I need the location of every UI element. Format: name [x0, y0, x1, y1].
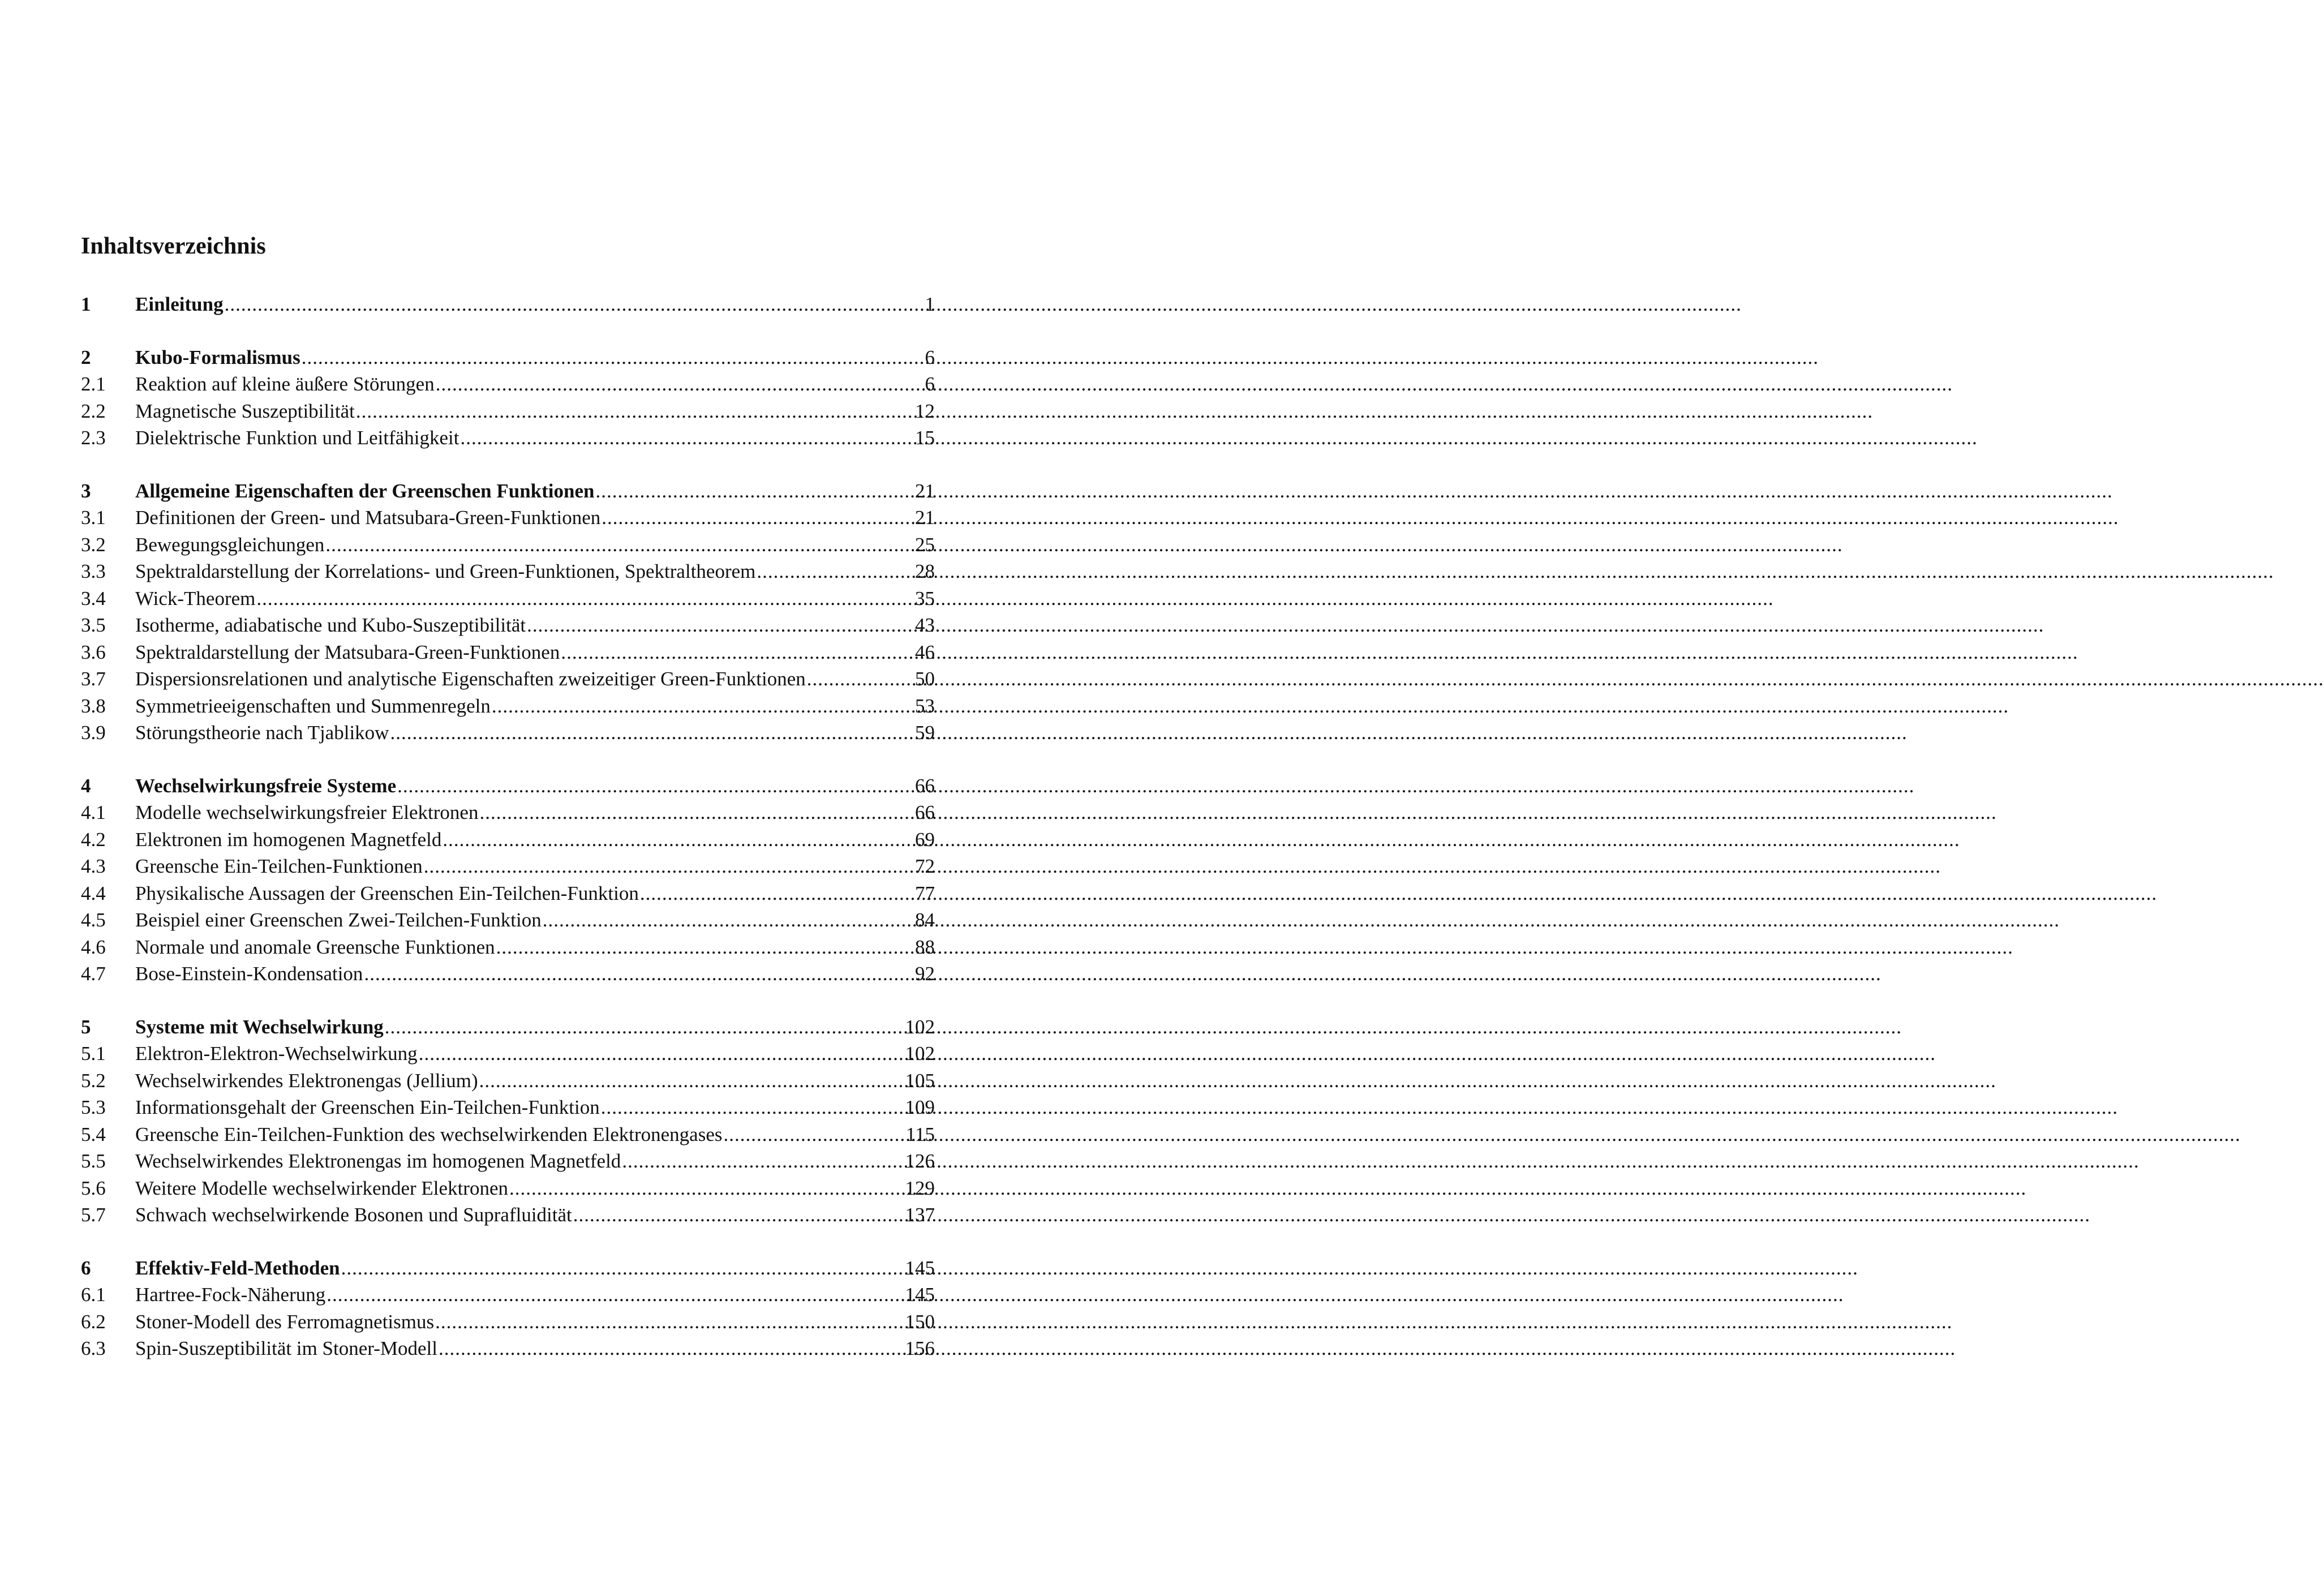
- toc-entry-page-number: 66: [915, 801, 935, 823]
- toc-entry-number: 4.1: [81, 801, 106, 823]
- toc-entry-page-number: 21: [915, 507, 935, 529]
- toc-dot-leader: [479, 799, 914, 826]
- toc-entry-title: Greensche Ein-Teilchen-Funktionen: [135, 855, 423, 877]
- toc-chapter-block: [81, 478, 935, 746]
- toc-entry-number: 4.5: [81, 909, 106, 931]
- toc-entry-number: 4.2: [81, 828, 106, 851]
- toc-dot-leader: [496, 934, 914, 961]
- toc-entry-title: Dielektrische Funktion und Leitfähigkeit: [135, 427, 459, 449]
- toc-section-entry[interactable]: [81, 666, 935, 693]
- toc-entry-page-number: 69: [915, 828, 935, 851]
- toc-entry-number: 6.3: [81, 1337, 106, 1359]
- toc-entry-title: Bose-Einstein-Kondensation: [135, 963, 363, 985]
- toc-dot-leader: [325, 531, 914, 559]
- toc-entry-title: Greensche Ein-Teilchen-Funktion des wechselwirkenden Elektronengases: [135, 1123, 723, 1145]
- toc-entry-title: Wick-Theorem: [135, 587, 256, 610]
- toc-section-entry[interactable]: [81, 371, 935, 398]
- toc-section-entry[interactable]: [81, 880, 935, 907]
- toc-entry-title: Reaktion auf kleine äußere Störungen: [135, 373, 435, 395]
- toc-dot-leader: [256, 585, 914, 612]
- toc-chapter-entry[interactable]: [81, 773, 935, 800]
- toc-entry-page-number: 92: [915, 963, 935, 985]
- toc-section-entry[interactable]: [81, 960, 935, 988]
- toc-entry-page-number: 6: [925, 346, 935, 368]
- toc-section-entry[interactable]: [81, 1308, 935, 1336]
- toc-dot-leader: [807, 666, 914, 693]
- toc-entry-number: 4.7: [81, 963, 106, 985]
- toc-section-entry[interactable]: [81, 531, 935, 559]
- toc-entry-page-number: 1: [925, 293, 935, 315]
- toc-section-entry[interactable]: [81, 1148, 935, 1175]
- toc-entry-number: 5.5: [81, 1150, 106, 1172]
- toc-entry-number: 2: [81, 346, 91, 368]
- toc-entry-title: Modelle wechselwirkungsfreier Elektronen: [135, 801, 479, 823]
- toc-chapter-block: [81, 773, 935, 988]
- toc-section-entry[interactable]: [81, 693, 935, 720]
- toc-chapter-entry[interactable]: [81, 1014, 935, 1041]
- toc-entry-title: Wechselwirkungsfreie Systeme: [135, 774, 397, 797]
- toc-entry-page-number: 102: [905, 1015, 935, 1038]
- toc-entry-title: Spin-Suszeptibilität im Stoner-Modell: [135, 1337, 437, 1359]
- toc-entry-title: Störungstheorie nach Tjablikow: [135, 722, 389, 744]
- toc-entry-number: 6.2: [81, 1310, 106, 1333]
- toc-entry-page-number: 102: [905, 1042, 935, 1065]
- toc-entry-page-number: 77: [915, 882, 935, 904]
- toc-entry-number: 3.4: [81, 587, 106, 610]
- toc-chapter-block: [81, 291, 935, 318]
- toc-entry-page-number: 50: [915, 668, 935, 690]
- toc-section-entry[interactable]: [81, 1175, 935, 1202]
- toc-entry-title: Weitere Modelle wechselwirkender Elektronen: [135, 1177, 508, 1199]
- toc-entry-number: 4.4: [81, 882, 106, 904]
- toc-section-entry[interactable]: [81, 1201, 935, 1229]
- toc-dot-leader: [225, 291, 924, 318]
- toc-entry-title: Systeme mit Wechselwirkung: [135, 1015, 384, 1038]
- toc-dot-leader: [327, 1281, 904, 1308]
- toc-entry-number: 4.6: [81, 936, 106, 958]
- toc-dot-leader: [439, 1335, 904, 1362]
- toc-entry-title: Physikalische Aussagen der Greenschen Ein-Teilchen-Funktion: [135, 882, 639, 904]
- toc-entry-page-number: 145: [905, 1256, 935, 1279]
- toc-entry-page-number: 109: [905, 1096, 935, 1118]
- toc-dot-leader: [601, 1094, 904, 1121]
- toc-entry-page-number: 84: [915, 909, 935, 931]
- toc-entry-page-number: 88: [915, 936, 935, 958]
- page-title: Inhaltsverzeichnis: [81, 233, 266, 259]
- toc-entry-page-number: 28: [915, 560, 935, 582]
- table-of-contents: [81, 291, 935, 1388]
- toc-entry-title: Stoner-Modell des Ferromagnetismus: [135, 1310, 435, 1333]
- toc-entry-title: Schwach wechselwirkende Bosonen und Suprafluidität: [135, 1204, 572, 1226]
- toc-dot-leader: [640, 880, 914, 907]
- toc-dot-leader: [385, 1014, 904, 1041]
- toc-section-entry[interactable]: [81, 1094, 935, 1121]
- toc-entry-number: 3.1: [81, 507, 106, 529]
- toc-entry-number: 3.2: [81, 533, 106, 556]
- toc-entry-number: 5: [81, 1015, 91, 1038]
- toc-chapter-entry[interactable]: [81, 1255, 935, 1282]
- toc-section-entry[interactable]: [81, 1121, 935, 1148]
- toc-entry-title: Spektraldarstellung der Matsubara-Green-Funktionen: [135, 641, 560, 663]
- toc-dot-leader: [622, 1148, 904, 1175]
- toc-entry-number: 3.5: [81, 614, 106, 636]
- toc-entry-number: 6: [81, 1256, 91, 1279]
- toc-section-entry[interactable]: [81, 1040, 935, 1067]
- toc-entry-title: Kubo-Formalismus: [135, 346, 300, 368]
- toc-entry-title: Wechselwirkendes Elektronengas im homogenen Magnetfeld: [135, 1150, 621, 1172]
- toc-dot-leader: [419, 1040, 904, 1067]
- toc-entry-title: Einleitung: [135, 293, 224, 315]
- toc-entry-page-number: 145: [905, 1284, 935, 1306]
- toc-entry-number: 3.7: [81, 668, 106, 690]
- toc-entry-number: 6.1: [81, 1284, 106, 1306]
- toc-dot-leader: [397, 773, 914, 800]
- toc-entry-title: Definitionen der Green- und Matsubara-Green-Funktionen: [135, 507, 601, 529]
- toc-entry-title: Isotherme, adiabatische und Kubo-Suszeptibilität: [135, 614, 526, 636]
- toc-entry-number: 5.4: [81, 1123, 106, 1145]
- toc-entry-number: 5.6: [81, 1177, 106, 1199]
- toc-entry-number: 5.1: [81, 1042, 106, 1065]
- toc-entry-number: 3: [81, 479, 91, 502]
- toc-entry-page-number: 156: [905, 1337, 935, 1359]
- toc-entry-page-number: 12: [915, 400, 935, 422]
- toc-entry-page-number: 6: [925, 373, 935, 395]
- toc-dot-leader: [561, 639, 914, 666]
- toc-entry-page-number: 21: [915, 479, 935, 502]
- toc-entry-title: Bewegungsgleichungen: [135, 533, 325, 556]
- toc-entry-number: 3.3: [81, 560, 106, 582]
- toc-section-entry[interactable]: [81, 853, 935, 880]
- toc-dot-leader: [602, 504, 914, 531]
- toc-entry-number: 5.3: [81, 1096, 106, 1118]
- toc-entry-number: 5.2: [81, 1069, 106, 1092]
- toc-dot-leader: [479, 1067, 904, 1095]
- toc-chapter-entry[interactable]: [81, 344, 935, 371]
- toc-dot-leader: [527, 612, 914, 639]
- toc-entry-title: Elektron-Elektron-Wechselwirkung: [135, 1042, 418, 1065]
- toc-dot-leader: [390, 719, 914, 746]
- toc-entry-page-number: 53: [915, 694, 935, 717]
- toc-dot-leader: [443, 826, 914, 853]
- toc-entry-number: 5.7: [81, 1204, 106, 1226]
- toc-dot-leader: [435, 1308, 904, 1336]
- toc-entry-page-number: 59: [915, 722, 935, 744]
- toc-section-entry[interactable]: [81, 719, 935, 746]
- toc-dot-leader: [356, 398, 914, 425]
- toc-entry-title: Wechselwirkendes Elektronengas (Jellium): [135, 1069, 478, 1092]
- toc-chapter-entry[interactable]: [81, 291, 935, 318]
- toc-entry-title: Symmetrieeigenschaften und Summenregeln: [135, 694, 491, 717]
- toc-entry-number: 4: [81, 774, 91, 797]
- toc-dot-leader: [573, 1201, 904, 1229]
- toc-section-entry[interactable]: [81, 639, 935, 666]
- toc-entry-page-number: 115: [905, 1123, 935, 1145]
- toc-entry-title: Magnetische Suszeptibilität: [135, 400, 355, 422]
- toc-section-entry[interactable]: [81, 934, 935, 961]
- toc-entry-number: 1: [81, 293, 91, 315]
- toc-entry-number: 4.3: [81, 855, 106, 877]
- toc-entry-page-number: 43: [915, 614, 935, 636]
- toc-entry-page-number: 150: [905, 1310, 935, 1333]
- toc-entry-page-number: 46: [915, 641, 935, 663]
- toc-entry-number: 3.9: [81, 722, 106, 744]
- toc-dot-leader: [364, 960, 914, 988]
- toc-entry-number: 2.1: [81, 373, 106, 395]
- toc-entry-title: Normale und anomale Greensche Funktionen: [135, 936, 495, 958]
- toc-dot-leader: [424, 853, 914, 880]
- toc-entry-number: 2.3: [81, 427, 106, 449]
- toc-section-entry[interactable]: [81, 799, 935, 826]
- toc-dot-leader: [436, 371, 924, 398]
- toc-entry-title: Elektronen im homogenen Magnetfeld: [135, 828, 442, 851]
- toc-entry-title: Hartree-Fock-Näherung: [135, 1284, 326, 1306]
- toc-entry-number: 2.2: [81, 400, 106, 422]
- toc-dot-leader: [509, 1175, 904, 1202]
- toc-section-entry[interactable]: [81, 504, 935, 531]
- toc-section-entry[interactable]: [81, 1281, 935, 1308]
- toc-entry-title: Beispiel einer Greenschen Zwei-Teilchen-Funktion: [135, 909, 542, 931]
- toc-chapter-block: [81, 1255, 935, 1362]
- toc-entry-title: Allgemeine Eigenschaften der Greenschen Funktionen: [135, 479, 595, 502]
- toc-entry-title: Effektiv-Feld-Methoden: [135, 1256, 340, 1279]
- toc-dot-leader: [543, 907, 914, 934]
- toc-entry-page-number: 137: [905, 1204, 935, 1226]
- toc-dot-leader: [302, 344, 924, 371]
- toc-section-entry[interactable]: [81, 612, 935, 639]
- toc-entry-number: 3.6: [81, 641, 106, 663]
- toc-dot-leader: [492, 693, 914, 720]
- toc-chapter-block: [81, 344, 935, 452]
- toc-entry-page-number: 35: [915, 587, 935, 610]
- toc-section-entry[interactable]: [81, 1335, 935, 1362]
- toc-dot-leader: [757, 558, 914, 585]
- toc-section-entry[interactable]: [81, 1067, 935, 1095]
- toc-section-entry[interactable]: [81, 585, 935, 612]
- toc-dot-leader: [723, 1121, 904, 1148]
- toc-chapter-entry[interactable]: [81, 478, 935, 505]
- toc-entry-page-number: 25: [915, 533, 935, 556]
- toc-dot-leader: [595, 478, 914, 505]
- toc-section-entry[interactable]: [81, 398, 935, 425]
- toc-dot-leader: [341, 1255, 904, 1282]
- toc-section-entry[interactable]: [81, 907, 935, 934]
- toc-entry-page-number: 129: [905, 1177, 935, 1199]
- toc-entry-title: Dispersionsrelationen und analytische Eigenschaften zweizeitiger Green-Funktionen: [135, 668, 806, 690]
- toc-entry-title: Informationsgehalt der Greenschen Ein-Teilchen-Funktion: [135, 1096, 600, 1118]
- toc-section-entry[interactable]: [81, 424, 935, 452]
- toc-entry-page-number: 15: [915, 427, 935, 449]
- toc-entry-number: 3.8: [81, 694, 106, 717]
- toc-entry-page-number: 105: [905, 1069, 935, 1092]
- toc-section-entry[interactable]: [81, 558, 935, 585]
- toc-entry-page-number: 126: [905, 1150, 935, 1172]
- toc-section-entry[interactable]: [81, 826, 935, 853]
- toc-entry-page-number: 72: [915, 855, 935, 877]
- toc-chapter-block: [81, 1014, 935, 1229]
- toc-entry-page-number: 66: [915, 774, 935, 797]
- toc-entry-title: Spektraldarstellung der Korrelations- und Green-Funktionen, Spektraltheorem: [135, 560, 756, 582]
- toc-dot-leader: [461, 424, 914, 452]
